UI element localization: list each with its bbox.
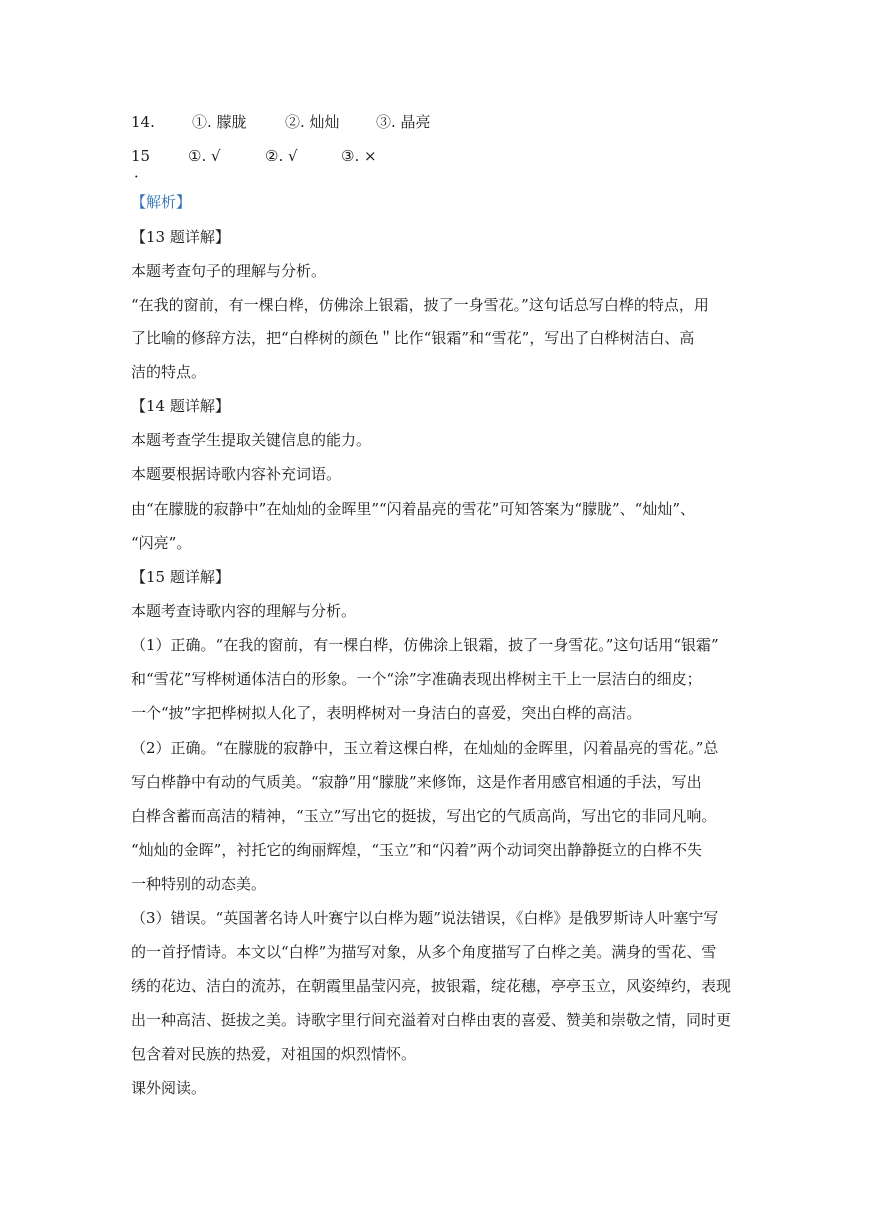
- text-line: 本题考查句子的理解与分析。: [131, 262, 327, 280]
- text-line: （1）正确。“在我的窗前，有一棵白桦，仿佛涂上银霜，披了一身雪花。”这句话用“银霜”: [131, 636, 719, 654]
- analysis-heading: 【解析】: [131, 193, 192, 211]
- q14-number: 14.: [131, 113, 155, 131]
- text-line: 由“在朦胧的寂静中”在灿灿的金晖里”“闪着晶亮的雪花”可知答案为“朦胧”、“灿灿”、: [131, 500, 696, 518]
- text-line: 和“雪花”写桦树通体洁白的形象。一个“涂”字准确表现出桦树主干上一层洁白的细皮；: [131, 670, 702, 688]
- text-line: （2）正确。“在朦胧的寂静中，玉立着这棵白桦，在灿灿的金晖里，闪着晶亮的雪花。”总: [131, 739, 719, 757]
- section-heading-15: 【15 题详解】: [131, 568, 230, 586]
- q15-answer-1: ①. √: [188, 147, 221, 165]
- text-line: （3）错误。“英国著名诗人叶赛宁以白桦为题”说法错误，《白桦》是俄罗斯诗人叶塞宁写: [131, 909, 719, 927]
- text-line: 一种特别的动态美。: [131, 875, 267, 893]
- section-heading-14: 【14 题详解】: [131, 397, 230, 415]
- q15-number: 15: [131, 147, 151, 165]
- q15-answer-2: ②. √: [265, 147, 298, 165]
- text-line: 出一种高洁、挺拔之美。诗歌字里行间充溢着对白桦由衷的喜爱、赞美和崇敬之情，同时更: [131, 1011, 732, 1029]
- text-line: 绣的花边、洁白的流苏，在朝霞里晶莹闪亮，披银霜，绽花穗，亭亭玉立，风姿绰约，表现: [131, 977, 732, 995]
- text-line: 洁的特点。: [131, 363, 207, 381]
- text-line: “闪亮”。: [131, 534, 192, 552]
- text-line: 写白桦静中有动的气质美。“寂静”用“朦胧”来修饰，这是作者用感官相通的手法，写出: [131, 773, 702, 791]
- text-line: 课外阅读。: [131, 1079, 207, 1097]
- q15-number-dot: ．: [134, 163, 150, 181]
- section-heading-13: 【13 题详解】: [131, 228, 230, 246]
- q14-answer-2: ②. 灿灿: [285, 113, 340, 131]
- text-line: “在我的窗前，有一棵白桦，仿佛涂上银霜，披了一身雪花。”这句话总写白桦的特点，用: [131, 296, 709, 314]
- text-line: 白桦含蓄而高洁的精神，“玉立”写出它的挺拔，写出它的气质高尚，写出它的非同凡响。: [131, 807, 717, 825]
- text-line: 本题考查学生提取关键信息的能力。: [131, 431, 372, 449]
- text-line: “灿灿的金晖”，衬托它的绚丽辉煌，“玉立”和“闪着”两个动词突出静静挺立的白桦不失: [131, 841, 703, 859]
- text-line: 一个“披”字把桦树拟人化了，表明桦树对一身洁白的喜爱，突出白桦的高洁。: [131, 704, 642, 722]
- q14-answer-1: ①. 朦胧: [192, 113, 247, 131]
- q15-answer-3: ③. ×: [341, 147, 377, 165]
- text-line: 本题考查诗歌内容的理解与分析。: [131, 602, 357, 620]
- q14-answer-3: ③. 晶亮: [376, 113, 431, 131]
- text-line: 了比喻的修辞方法，把“白桦树的颜色＂比作“银霜”和“雪花”，写出了白桦树洁白、高: [131, 329, 695, 347]
- text-line: 本题要根据诗歌内容补充词语。: [131, 465, 342, 483]
- text-line: 包含着对民族的热爱，对祖国的炽烈情怀。: [131, 1045, 417, 1063]
- text-line: 的一首抒情诗。本文以“白桦”为描写对象，从多个角度描写了白桦之美。满身的雪花、雪: [131, 943, 717, 961]
